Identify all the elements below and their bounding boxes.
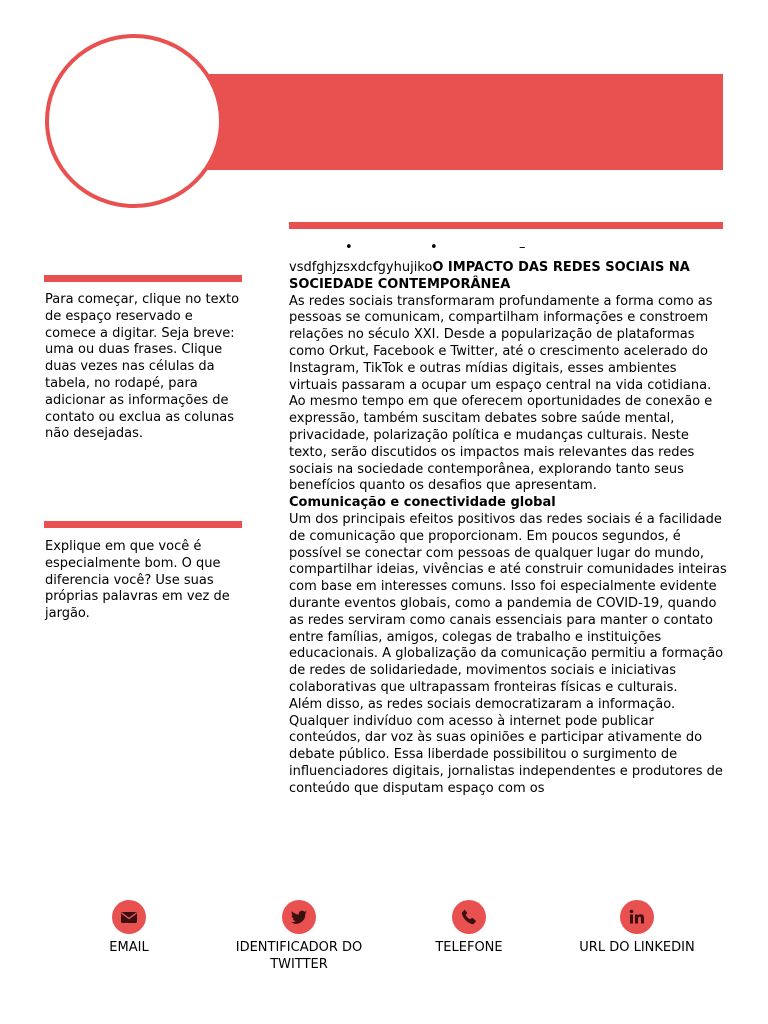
main-title-line bbox=[289, 260, 729, 294]
dash-mark: – bbox=[519, 240, 526, 255]
phone-icon bbox=[452, 900, 486, 934]
sidebar-intro-text[interactable]: Para começar, clique no texto de espaço reservado e comece a digitar. Seja breve: uma ou duas frases. Clique duas vezes nas células da tabela, no rodapé, para adicionar as informações de contato ou exclua as colunas não desejadas. bbox=[45, 292, 240, 442]
profile-photo-circle bbox=[45, 34, 223, 208]
contact-phone[interactable] bbox=[384, 897, 554, 957]
contact-label: TELEFONE bbox=[435, 940, 503, 955]
sidebar-divider-bottom bbox=[44, 521, 242, 528]
twitter-bird-icon bbox=[282, 900, 316, 934]
contact-linkedin[interactable] bbox=[552, 897, 722, 957]
contact-twitter[interactable] bbox=[214, 897, 384, 973]
sidebar-skills-text[interactable]: Explique em que você é especialmente bom. O que diferencia você? Use suas próprias palavras em vez de jargão. bbox=[45, 539, 230, 622]
body-paragraph: Além disso, as redes sociais democratizaram a informação. Qualquer indivíduo com acesso à internet pode publicar conteúdos, dar voz às suas opiniões e participar ativamente do debate público. Essa liberdade possibilitou o surgimento de influenciadores digitais, jornalistas independentes e produtores de conteúdo que disputam espaço com os bbox=[289, 696, 723, 796]
contact-footer bbox=[44, 897, 724, 987]
article-title: O IMPACTO DAS REDES SOCIAIS NA SOCIEDADE CONTEMPORÂNEA bbox=[289, 260, 690, 292]
linkedin-icon bbox=[620, 900, 654, 934]
body-paragraph: Um dos principais efeitos positivos das redes sociais é a facilidade de comunicação que proporcionam. Em poucos segundos, é possível se conectar com pessoas de qualquer lugar do mundo, compartilhar ideias, vivências e até construir comunidades inteiras com base em interesses comuns. Isso foi especialmente evidente durante eventos globais, como a pandemia de COVID-19, quando as redes serviram como canais essenciais para manter o contato entre famílias, amigos, colegas de trabalho e instituições educacionais. A globalização da comunicação permitiu a formação de redes de solidariedade, movimentos sociais e iniciativas colaborativas que ultrapassam fronteiras físicas e culturais. bbox=[289, 511, 727, 695]
header-banner bbox=[200, 74, 723, 170]
bullet-mark: • bbox=[345, 240, 353, 255]
sidebar-divider-top bbox=[44, 275, 242, 282]
contact-email[interactable] bbox=[44, 897, 214, 957]
main-divider bbox=[289, 222, 723, 229]
contact-label: EMAIL bbox=[109, 940, 149, 955]
bullet-marks bbox=[289, 240, 723, 256]
contact-label: URL DO LINKEDIN bbox=[579, 940, 695, 955]
main-content[interactable] bbox=[289, 260, 729, 848]
title-prefix: vsdfghjzsxdcfgyhujiko bbox=[289, 260, 433, 275]
envelope-icon bbox=[112, 900, 146, 934]
contact-label: IDENTIFICADOR DO TWITTER bbox=[235, 940, 363, 972]
section-heading: Comunicação e conectividade global bbox=[289, 495, 556, 511]
intro-paragraph: As redes sociais transformaram profundamente a forma como as pessoas se comunicam, compartilham informações e constroem relações no século XXI. Desde a popularização de plataformas como Orkut, Facebook e Twitter, até o crescimento acelerado do Instagram, TikTok e outras mídias digitais, esses ambientes virtuais passaram a ocupar um espaço central na vida cotidiana. Ao mesmo tempo em que oferecem oportunidades de conexão e expressão, também suscitam debates sobre saúde mental, privacidade, polarização política e mudanças culturais. Neste texto, serão discutidos os impactos mais relevantes das redes sociais na sociedade contemporânea, explorando tanto seus benefícios quanto os desafios que apresentam. bbox=[289, 293, 713, 494]
bullet-mark: • bbox=[430, 240, 438, 255]
